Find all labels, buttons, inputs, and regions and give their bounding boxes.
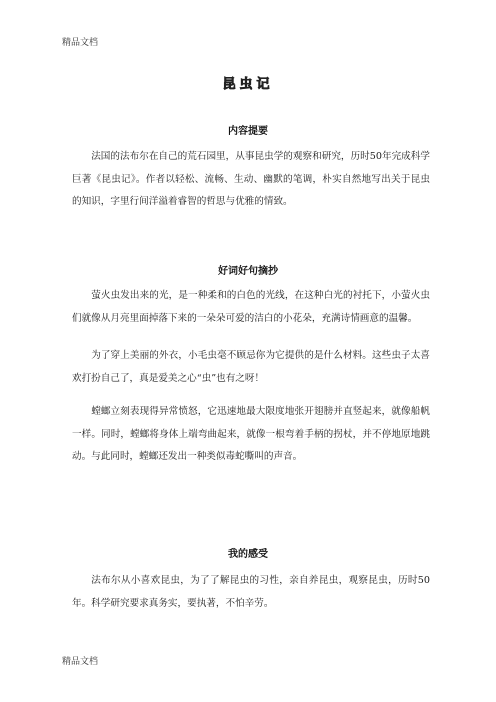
- section-heading-summary: 内容提要: [228, 126, 268, 137]
- page-header: 精品文档: [62, 38, 99, 48]
- paragraph-excerpt-mantis: 螳螂立刻表现得异常愤怒，它迅速地最大限度地张开翅膀并直竖起来，就像船帆一样。同时，螳螂将身体上端弯曲起来，就像一根弯着手柄的拐杖，并不停地原地跳动。与此同时，螳螂还发出一种类似毒蛇嘶叫的声音。: [72, 406, 430, 462]
- document-title: 昆虫记: [222, 77, 274, 92]
- section-heading-feelings: 我的感受: [228, 549, 268, 560]
- paragraph-excerpt-caterpillar: 为了穿上美丽的外衣，小毛虫毫不顾忌你为它提供的是什么材料。这些虫子太喜欢打扮自己了，真是爱美之心“虫”也有之呀！: [72, 350, 430, 384]
- paragraph-feelings: 法布尔从小喜欢昆虫，为了了解昆虫的习性，亲自养昆虫，观察昆虫，历时50年。科学研究要求真务实，要执著，不怕辛劳。: [72, 575, 430, 609]
- page-footer: 精品文档: [62, 657, 99, 667]
- paragraph-excerpt-firefly: 萤火虫发出来的光，是一种柔和的白色的光线，在这种白光的衬托下，小萤火虫们就像从月亮里面掉落下来的一朵朵可爱的洁白的小花朵，充满诗情画意的温馨。: [72, 290, 430, 324]
- paragraph-summary: 法国的法布尔在自己的荒石园里，从事昆虫学的观察和研究，历时50年完成科学巨著《昆虫记》。作者以轻松、流畅、生动、幽默的笔调，朴实自然地写出关于昆虫的知识，字里行间洋溢着睿智的哲思与优雅的情致。: [72, 151, 430, 207]
- section-heading-excerpts: 好词好句摘抄: [218, 266, 278, 277]
